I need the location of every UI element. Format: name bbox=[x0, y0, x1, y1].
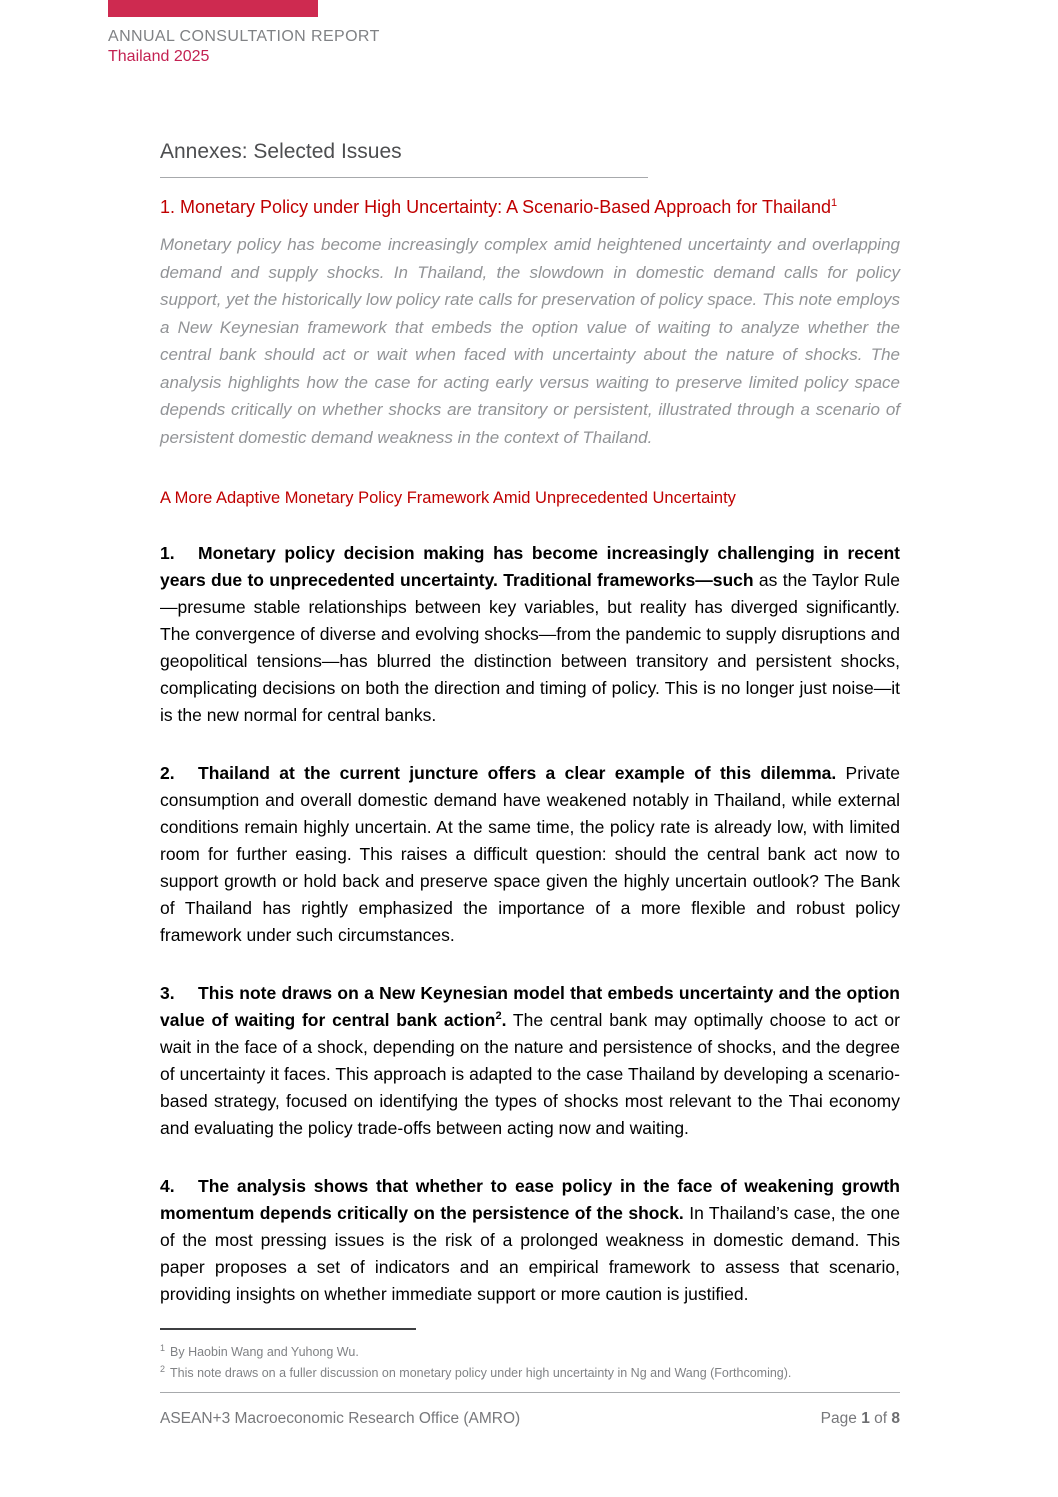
paragraph-3-text: The central bank may optimally choose to act or wait in the face of a shock, depending on the nature and persistence of shocks, and the degree of uncertainty it faces. This approach is adapted to the case Thailand by developing a scenario-based strategy, focused on identifying the types of shocks most relevant to the Thai economy and evaluating the policy trade-offs between acting now and waiting. bbox=[160, 1010, 900, 1138]
footer-organization: ASEAN+3 Macroeconomic Research Office (AMRO) bbox=[160, 1410, 521, 1427]
footnote-2 bbox=[160, 1363, 900, 1384]
paragraph-2-lead: Thailand at the current juncture offers a clear example of this dilemma. bbox=[198, 763, 837, 783]
abstract-paragraph: Monetary policy has become increasingly complex amid heightened uncertainty and overlapping demand and supply shocks. In Thailand, the slowdown in domestic demand calls for policy support, yet the historically low policy rate calls for preservation of policy space. This note employs a New Keynesian framework that embeds the option value of waiting to analyze whether the central bank should act or wait when faced with uncertainty about the nature of shocks. The analysis highlights how the case for acting early versus waiting to preserve limited policy space depends critically on whether shocks are transitory or persistent, illustrated through a scenario of persistent domestic demand weakness in the context of Thailand. bbox=[160, 235, 900, 447]
page-number: 1 bbox=[861, 1410, 870, 1427]
paragraph-2 bbox=[160, 760, 900, 949]
paragraph-1 bbox=[160, 540, 900, 729]
footnote-separator bbox=[160, 1328, 416, 1330]
paragraph-1-lead: Monetary policy decision making has become increasingly challenging in recent years due to unprecedented uncertainty. Traditional frameworks—such bbox=[160, 543, 900, 590]
report-header-text bbox=[108, 27, 1058, 67]
footnote-1 bbox=[160, 1342, 900, 1363]
annex-divider bbox=[160, 177, 648, 178]
page-word: Page bbox=[820, 1410, 857, 1427]
subsection-heading: A More Adaptive Monetary Policy Framework Amid Unprecedented Uncertainty bbox=[160, 489, 736, 507]
paragraph-3-lead: This note draws on a New Keynesian model that embeds uncertainty and the option value of waiting for central bank action bbox=[160, 983, 900, 1030]
paragraph-1-number: 1. bbox=[160, 543, 175, 563]
paragraph-2-text: Private consumption and overall domestic demand have weakened notably in Thailand, while external conditions remain highly uncertain. At the same time, the policy rate is already low, with limited room for further easing. This raises a difficult question: should the central bank act now to support growth or hold back and preserve space given the highly uncertain outlook? The Bank of Thailand has rightly emphasized the importance of a more flexible and robust policy framework under such circumstances. bbox=[160, 763, 901, 945]
paragraph-4-lead: The analysis shows that whether to ease policy in the face of weakening growth momentum depends critically on the persistence of the shock. bbox=[160, 1176, 900, 1223]
annex-heading: Annexes: Selected Issues bbox=[160, 140, 402, 163]
section-title bbox=[160, 194, 900, 221]
paragraph-3-number: 3. bbox=[160, 983, 175, 1003]
paragraph-3-lead-end: . bbox=[501, 1010, 507, 1030]
section-title-footnote-ref: 1 bbox=[831, 197, 838, 209]
report-title: ANNUAL CONSULTATION REPORT bbox=[108, 28, 380, 45]
page-footer bbox=[160, 1392, 900, 1428]
brand-bar bbox=[108, 0, 318, 17]
footnote-1-marker: 1 bbox=[160, 1342, 166, 1353]
document-body bbox=[160, 139, 900, 1384]
paragraph-4-text: In Thailand’s case, the one of the most pressing issues is the risk of a prolonged weakness in domestic demand. This paper proposes a set of indicators and an empirical framework to assess that scenario, providing insights on whether immediate support or more caution is justified. bbox=[160, 1203, 900, 1304]
footnote-2-text: This note draws on a fuller discussion on monetary policy under high uncertainty in Ng and Wang (Forthcoming). bbox=[170, 1366, 792, 1380]
footnote-1-text: By Haobin Wang and Yuhong Wu. bbox=[170, 1345, 359, 1359]
paragraph-1-text: as the Taylor Rule—presume stable relationships between key variables, but reality has diverged significantly. The convergence of diverse and evolving shocks—from the pandemic to supply disruptions and geopolitical tensions—has blurred the distinction between transitory and persistent shocks, complicating decisions on both the direction and timing of policy. This is no longer just noise—it is the new normal for central banks. bbox=[160, 570, 900, 725]
page-indicator bbox=[821, 1410, 900, 1428]
report-subtitle: Thailand 2025 bbox=[108, 48, 210, 65]
footnote-2-marker: 2 bbox=[160, 1363, 166, 1374]
section-title-text: 1. Monetary Policy under High Uncertainty: A Scenario-Based Approach for Thailand bbox=[160, 197, 832, 217]
footnote-block bbox=[160, 1328, 900, 1384]
paragraph-3 bbox=[160, 980, 900, 1142]
paragraph-4 bbox=[160, 1173, 900, 1308]
paragraph-2-number: 2. bbox=[160, 763, 175, 783]
paragraph-3-footnote-ref: 2 bbox=[495, 1010, 502, 1023]
report-header bbox=[0, 0, 1058, 67]
total-pages: 8 bbox=[891, 1410, 900, 1427]
paragraph-4-number: 4. bbox=[160, 1176, 175, 1196]
of-word: of bbox=[874, 1410, 888, 1427]
